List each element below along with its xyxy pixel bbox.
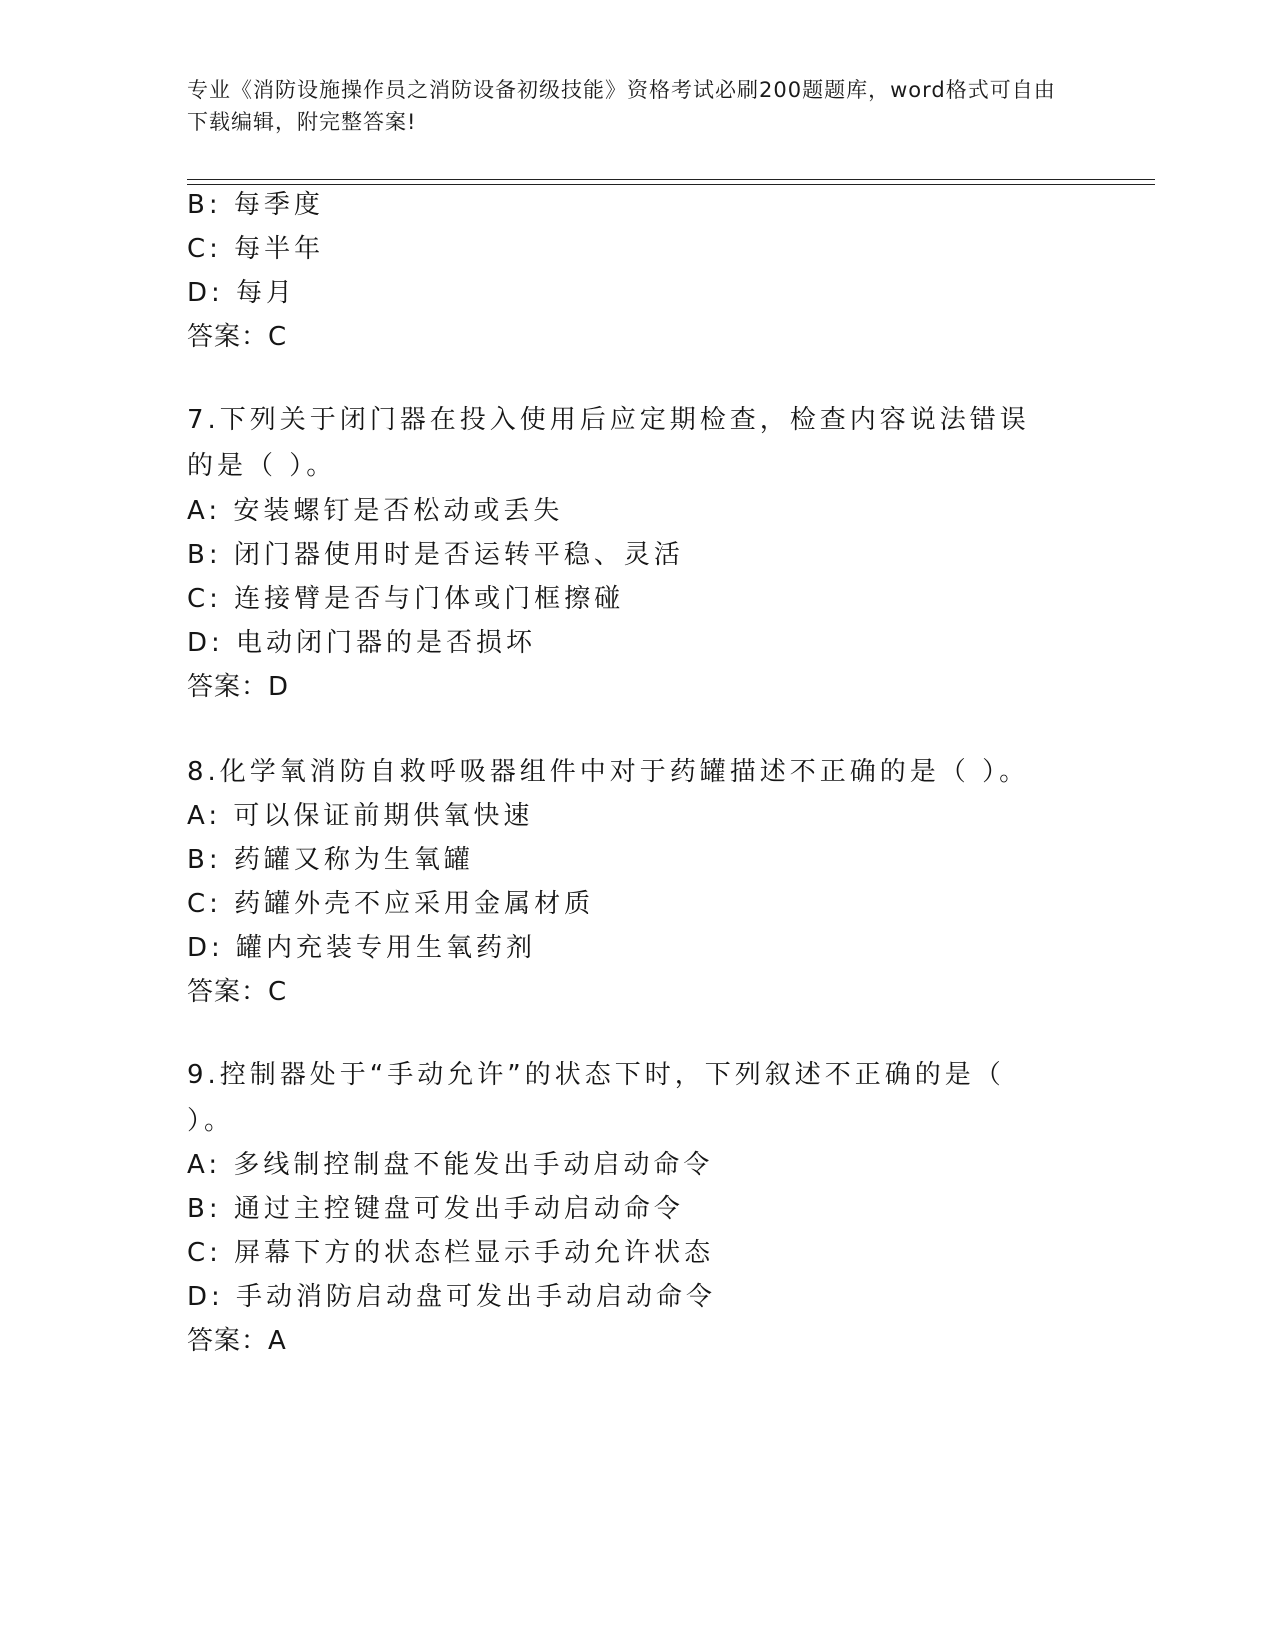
question-7-answer: 答案：D [187, 672, 290, 702]
question-8-option-d: D: 罐内充装专用生氧药剂 [187, 933, 537, 963]
header-divider-bottom [187, 184, 1155, 185]
header-divider-top [187, 179, 1155, 180]
question-7-option-c: C: 连接臂是否与门体或门框擦碰 [187, 584, 625, 614]
question-9-stem: 9.控制器处于“手动允许”的状态下时，下列叙述不正确的是（ ）。 [187, 1060, 1005, 1136]
question-9-answer: 答案：A [187, 1326, 287, 1356]
question-8-option-c: C: 药罐外壳不应采用金属材质 [187, 889, 595, 919]
option-b: B: 每季度 [187, 190, 324, 220]
question-7-stem: 7.下列关于闭门器在投入使用后应定期检查，检查内容说法错误的是（ ）。 [187, 405, 1030, 481]
question-9-option-b: B: 通过主控键盘可发出手动启动命令 [187, 1194, 684, 1224]
document-header: 专业《消防设施操作员之消防设备初级技能》资格考试必刷200题题库，word格式可自由下载编辑，附完整答案! [187, 78, 1056, 134]
question-8-option-a: A: 可以保证前期供氧快速 [187, 801, 534, 831]
question-8-option-b: B: 药罐又称为生氧罐 [187, 845, 474, 875]
question-8-stem: 8.化学氧消防自救呼吸器组件中对于药罐描述不正确的是（ ）。 [187, 757, 1030, 787]
question-7-option-a: A: 安装螺钉是否松动或丢失 [187, 496, 564, 526]
question-9-option-a: A: 多线制控制盘不能发出手动启动命令 [187, 1150, 714, 1180]
question-7-option-d: D: 电动闭门器的是否损坏 [187, 628, 537, 658]
question-7-option-b: B: 闭门器使用时是否运转平稳、灵活 [187, 540, 684, 570]
question-9-option-c: C: 屏幕下方的状态栏显示手动允许状态 [187, 1238, 715, 1268]
question-9-option-d: D: 手动消防启动盘可发出手动启动命令 [187, 1282, 717, 1312]
question-8-answer: 答案：C [187, 977, 288, 1007]
answer: 答案：C [187, 322, 288, 352]
option-d: D: 每月 [187, 278, 297, 308]
option-c: C: 每半年 [187, 234, 325, 264]
